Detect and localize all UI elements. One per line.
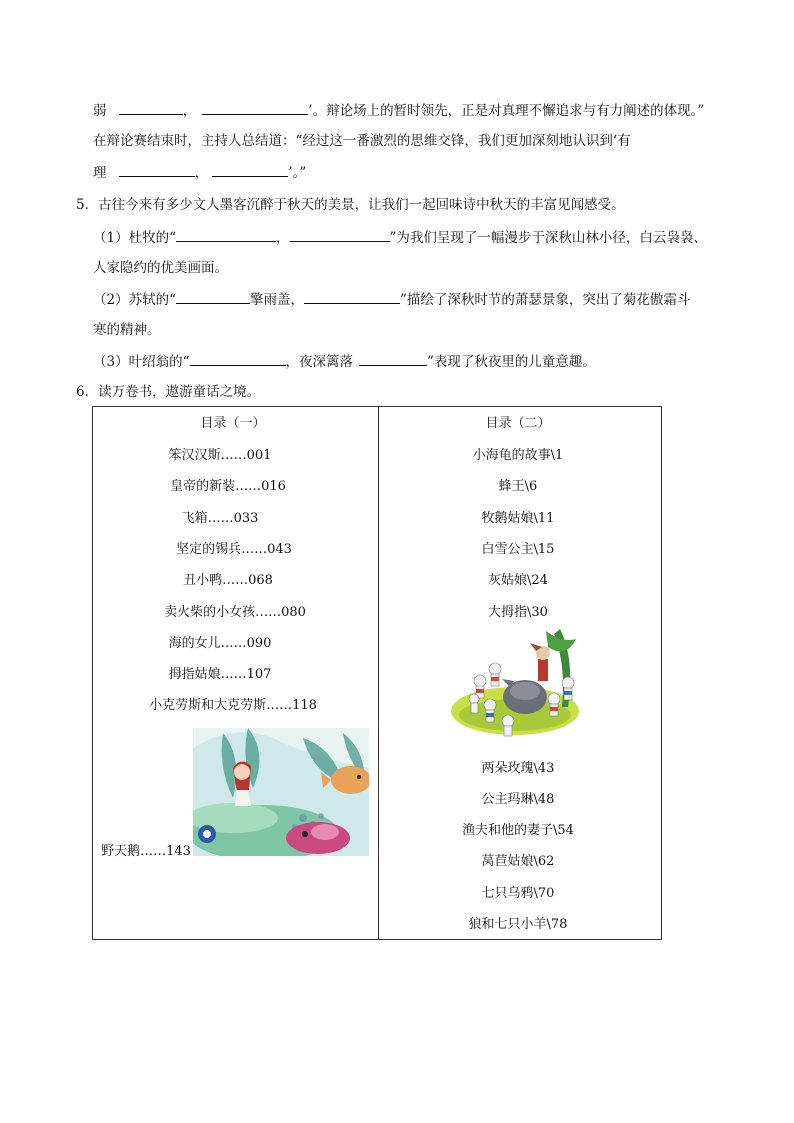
toc2-item: 大拇指\30 (488, 605, 548, 620)
girl-on-lotus-leaf-with-fish-illustration (193, 728, 369, 856)
toc1-item: 海的女儿……090 (168, 636, 272, 651)
toc2-item: 灰姑娘\24 (488, 573, 548, 588)
q4-line3-sep: ， (194, 165, 209, 181)
q5-item1-cont: 人家隐约的优美画面。 (93, 260, 228, 276)
question-number: 5． (76, 197, 99, 213)
q5-item2 (93, 289, 690, 310)
q5-item2-cont: 寒的精神。 (93, 322, 161, 338)
toc2-title: 目录（二） (485, 416, 551, 431)
q5-item3 (93, 351, 596, 372)
q4-line1 (93, 100, 704, 121)
toc-table (92, 406, 662, 940)
toc1-item: 拇指姑娘……107 (168, 667, 272, 682)
toc2-item: 莴苣姑娘\62 (481, 854, 555, 869)
q5-item2-label: （2）苏轼的“ (93, 292, 176, 308)
q5-stem-line (76, 195, 625, 215)
q5-item1-sep: ， (276, 230, 290, 246)
q4-line1-suffix: ’。辩论场上的暂时领先，正是对真理不懈追求与有力阐述的体现。” (308, 103, 705, 119)
answer-blank[interactable] (212, 162, 288, 177)
answer-blank[interactable] (304, 289, 400, 304)
wolf-and-seven-goats-illustration (450, 629, 585, 745)
q4-line2: 在辩论赛结束时，主持人总结道：“经过这一番激烈的思维交锋，我们更加深刻地认识到‘有 (93, 133, 631, 149)
q5-item2-mid: 擎雨盖， (250, 292, 304, 308)
answer-blank[interactable] (202, 100, 308, 115)
toc1-item: 小克劳斯和大克劳斯……118 (149, 698, 317, 713)
toc1-item: 卖火柴的小女孩……080 (164, 605, 306, 620)
answer-blank[interactable] (119, 162, 195, 177)
q5-item3-suffix: ”表现了秋夜里的儿童意趣。 (427, 354, 596, 370)
q5-item3-mid: ，夜深篱落 (285, 354, 353, 370)
toc1-item: 皇帝的新装……016 (170, 479, 286, 494)
toc1-item: 笨汉汉斯……001 (168, 448, 272, 463)
answer-blank[interactable] (190, 351, 286, 366)
answer-blank[interactable] (290, 227, 390, 242)
toc2-item: 白雪公主\15 (481, 542, 555, 557)
q5-item3-label: （3）叶绍翁的“ (93, 354, 190, 370)
toc2-item: 两朵玫瑰\43 (481, 761, 555, 776)
answer-blank[interactable] (119, 100, 183, 115)
question-number: 6． (76, 384, 99, 400)
toc1-item: 丑小鸭……068 (183, 573, 273, 588)
toc2-item: 牧鹅姑娘\11 (481, 511, 555, 526)
q5-stem: 古往今来有多少文人墨客沉醉于秋天的美景，让我们一起回味诗中秋天的丰富见闻感受。 (98, 197, 625, 213)
q4-line1-sep: ， (182, 103, 197, 119)
q4-line3-suffix: ’。” (288, 165, 307, 181)
toc1-title: 目录（一） (200, 416, 266, 431)
q5-item2-suffix: ”描绘了深秋时节的萧瑟景象，突出了菊花傲霜斗 (400, 292, 691, 308)
toc1-item: 坚定的锡兵……043 (176, 542, 292, 557)
toc1-item: 飞箱……033 (181, 511, 259, 526)
toc2-item: 七只乌鸦\70 (481, 886, 555, 901)
toc2-item: 狼和七只小羊\78 (468, 917, 568, 932)
answer-blank[interactable] (176, 227, 276, 242)
q5-item1-label: （1）杜牧的“ (93, 230, 176, 246)
toc2-item: 公主玛琳\48 (481, 792, 555, 807)
toc2-item: 渔夫和他的妻子\54 (462, 823, 574, 838)
q6-stem-line (76, 382, 260, 402)
q4-line3 (93, 162, 306, 183)
toc1-item-last: 野天鹅……143 (101, 844, 191, 859)
answer-blank[interactable] (359, 351, 427, 366)
toc2-item: 蜂王\6 (498, 479, 538, 494)
toc2-item: 小海龟的故事\1 (472, 448, 564, 463)
q6-stem: 读万卷书，遨游童话之境。 (98, 384, 261, 400)
q5-item1 (93, 227, 707, 248)
q4-line1-prefix: 弱 (93, 103, 107, 119)
q5-item1-suffix: ”为我们呈现了一幅漫步于深秋山林小径，白云袅袅、 (389, 230, 707, 246)
table-divider (378, 407, 379, 939)
answer-blank[interactable] (176, 289, 250, 304)
q4-line3-prefix: 理 (93, 165, 107, 181)
